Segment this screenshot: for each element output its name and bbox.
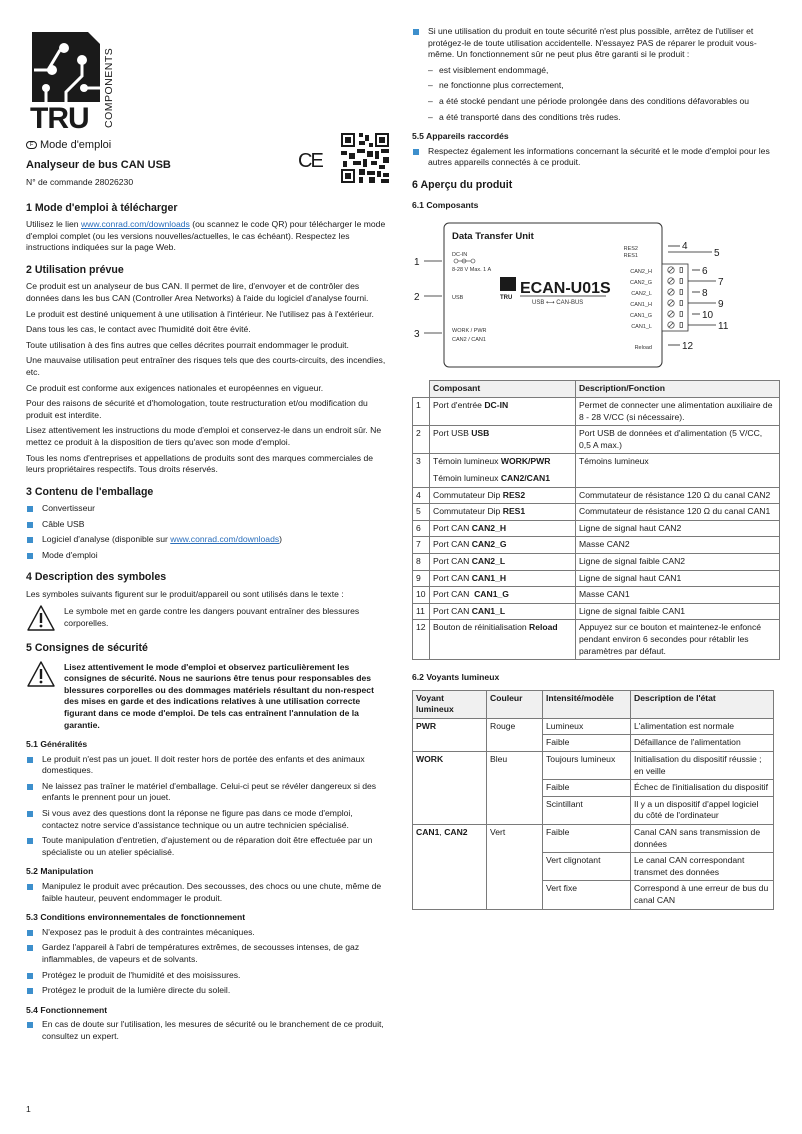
svg-text:12: 12 (682, 340, 694, 352)
table-row: Faible Échec de l'initialisation du dispositif (413, 780, 774, 797)
svg-text:CAN1_G: CAN1_G (629, 312, 652, 319)
svg-text:Reload: Reload (634, 344, 652, 351)
list-item: Logiciel d'analyse (disponible sur www.conrad.com/downloads) (26, 534, 388, 546)
table-row: 8 Port CAN CAN2_L Ligne de signal faible CAN2 (413, 553, 780, 570)
svg-text:11: 11 (718, 320, 729, 332)
svg-text:8-28 V Max. 1 A: 8-28 V Max. 1 A (452, 266, 492, 273)
column-header: Couleur (487, 690, 543, 718)
paragraph: Utilisez le lien www.conrad.com/downloads (ou scannez le code QR) pour télécharger le mode d'emploi complet (ou les versions nouvelles/actuelles, le cas échéant). Respectez les instructions indiquées sur la page Web. (26, 219, 386, 253)
svg-text:TRU: TRU (500, 294, 513, 301)
section-title: 3 Contenu de l'emballage (26, 485, 154, 498)
svg-text:DC-IN: DC-IN (452, 251, 468, 258)
table-row: 1 Port d'entrée DC-IN Permet de connecter une alimentation auxiliaire de 8 - 28 V/CC (si nécessaire). (413, 398, 780, 426)
svg-text:RES1: RES1 (623, 252, 638, 259)
svg-text:6: 6 (702, 265, 708, 277)
table-header-row (413, 690, 774, 718)
section-title: 1 Mode d'emploi à télécharger (26, 202, 178, 214)
product-diagram (412, 219, 780, 369)
leds-table (412, 690, 774, 910)
ce-mark-icon: CE (298, 150, 322, 172)
svg-text:RES2: RES2 (623, 245, 638, 252)
table-row: Scintillant Il y a un dispositif d'appel logiciel du côté de l'ordinateur (413, 796, 774, 824)
svg-text:CAN1_L: CAN1_L (631, 323, 652, 330)
table-row: 9 Port CAN CAN1_H Ligne de signal haut CAN1 (413, 570, 780, 587)
mode-line (26, 138, 388, 153)
list-item: En cas de doute sur l'utilisation, les mesures de sécurité ou le branchement de ce produit, consultez un expert. (26, 1019, 388, 1042)
section-title: 2 Utilisation prévue (26, 264, 124, 277)
section-intended-use (26, 263, 388, 476)
table-header-row (413, 381, 780, 398)
safety-warning-text: Lisez attentivement le mode d'emploi et observez particulièrement les consignes de sécurité. Nous ne saurions être tenus pour responsables des blessures corporelles ou des dommages matériels résultant du non-respect des mises en garde et des indications relatives à une utilisation correcte figurant dans ce mode d'emploi. De tels cas entraînent l'annulation de la garantie. (64, 661, 374, 730)
dash-item: – ne fonctionne plus correctement, (428, 80, 780, 92)
subsection-title: 5.4 Fonctionnement (26, 1004, 108, 1015)
column-header: Composant (430, 381, 576, 398)
left-column (26, 192, 388, 1047)
paragraph: Pour des raisons de sécurité et d'homologation, toute restructuration et/ou modification du produit est interdite. (26, 398, 368, 420)
warning-triangle-icon (26, 604, 56, 632)
subsection-title: 5.2 Manipulation (26, 866, 94, 877)
table-row: 6 Port CAN CAN2_H Ligne de signal haut CAN2 (413, 520, 780, 537)
svg-text:10: 10 (702, 309, 714, 321)
table-row: Vert clignotant Le canal CAN correspondant transmet des données (413, 853, 774, 881)
svg-text:COMPONENTS: COMPONENTS (103, 47, 115, 128)
svg-text:2: 2 (414, 291, 420, 303)
subsection-title: 6.2 Voyants lumineux (412, 672, 500, 683)
svg-text:9: 9 (718, 298, 724, 310)
list-item: Protégez le produit de l'humidité et des moisissures. (26, 970, 388, 982)
list-item: N'exposez pas le produit à des contraintes mécaniques. (26, 927, 388, 939)
dash-item: – a été stocké pendant une période prolongée dans des conditions défavorables ou (428, 96, 780, 108)
svg-text:CAN2_H: CAN2_H (630, 268, 652, 275)
document-header (26, 138, 388, 188)
svg-text:8: 8 (702, 287, 708, 299)
section-download (26, 201, 388, 254)
downloads-link[interactable]: www.conrad.com/downloads (170, 534, 280, 545)
list-item: Le produit n'est pas un jouet. Il doit rester hors de portée des enfants et des animaux domestiques. (26, 754, 388, 777)
safety-warning-row (26, 660, 388, 732)
paragraph: Dans tous les cas, le contact avec l'humidité doit être évité. (26, 324, 251, 335)
warning-triangle-icon (26, 660, 56, 688)
svg-text:7: 7 (718, 276, 724, 288)
paragraph: Lisez attentivement les instructions du mode d'emploi et conservez-le dans un endroit sûr. Ne mettez ce produit à la disposition de tiers qu'avec son mode d'emploi. (26, 425, 382, 447)
subsection-title: 5.1 Généralités (26, 739, 88, 750)
product-title: Analyseur de bus CAN USB (26, 158, 171, 171)
section-symbols (26, 570, 388, 632)
svg-text:Data Transfer Unit: Data Transfer Unit (452, 230, 534, 242)
right-column (412, 26, 780, 910)
list-item: Toute manipulation d'entretien, d'ajustement ou de réparation doit être effectuée par un spécialiste ou un atelier spécialisé. (26, 835, 388, 858)
downloads-link[interactable]: www.conrad.com/downloads (80, 219, 190, 230)
dash-item: – a été transporté dans des conditions très rudes. (428, 112, 780, 124)
section-package-contents (26, 485, 388, 562)
column-header: Intensité/modèle (543, 690, 631, 718)
paragraph: Ce produit est conforme aux exigences nationales et européennes en vigueur. (26, 382, 324, 393)
section-title: 4 Description des symboles (26, 571, 167, 584)
order-number: N° de commande 28026230 (26, 176, 134, 187)
paragraph: Une mauvaise utilisation peut entraîner des risques tels que des courts-circuits, des incendies, etc. (26, 355, 386, 377)
column-header: Description/Fonction (576, 381, 780, 398)
list-item: Si vous avez des questions dont la réponse ne figure pas dans ce mode d'emploi, contactez notre service d'assistance technique ou un autre technicien spécialisé. (26, 808, 388, 831)
warning-description: Le symbole met en garde contre les dangers pouvant entraîner des blessures corporelles. (64, 606, 360, 628)
mode-label: Mode d'emploi (40, 139, 112, 151)
warning-symbol-row (26, 604, 388, 632)
list-item: Si une utilisation du produit en toute sécurité n'est plus possible, arrêtez de l'utiliser et protégez-le de toute utilisation accidentelle. N'essayez PAS de réparer le produit vous-même. Un fonctionnement sûr ne peut plus être garanti si le produit : (412, 26, 780, 61)
svg-text:4: 4 (682, 240, 688, 252)
list-item: Mode d'emploi (26, 550, 388, 562)
list-item: Câble USB (26, 519, 388, 531)
section-safety (26, 641, 388, 1042)
table-row: 4 Commutateur Dip RES2 Commutateur de résistance 120 Ω du canal CAN2 (413, 487, 780, 504)
table-row: Faible Défaillance de l'alimentation (413, 735, 774, 752)
page-number: 1 (26, 1104, 31, 1114)
svg-text:ECAN-U01S: ECAN-U01S (520, 279, 611, 297)
column-header: Voyant lumineux (413, 690, 487, 718)
svg-text:1: 1 (414, 256, 420, 268)
column-header: Description de l'état (631, 690, 774, 718)
table-row: CAN1, CAN2 Vert Faible Canal CAN sans transmission de données (413, 825, 774, 853)
table-row: 7 Port CAN CAN2_G Masse CAN2 (413, 537, 780, 554)
subsection-title: 6.1 Composants (412, 200, 479, 211)
paragraph: Tous les noms d'entreprises et appellations de produits sont des marques commerciales de leurs propriétaires respectifs. Tous droits réservés. (26, 452, 374, 475)
paragraph: Le produit est destiné uniquement à une utilisation à l'intérieur. Ne l'utilisez pas à l'extérieur. (26, 308, 374, 319)
table-row: PWR Rouge Lumineux L'alimentation est normale (413, 718, 774, 735)
list-item: Manipulez le produit avec précaution. Des secousses, des chocs ou une chute, même de faible hauteur, peuvent endommager le produit. (26, 881, 388, 904)
table-row: 2 Port USB USB Port USB de données et d'alimentation (5 V/CC, 0,5 A max.) (413, 426, 780, 454)
svg-text:CAN2_L: CAN2_L (631, 290, 652, 297)
tru-components-logo (30, 30, 116, 132)
svg-text:3: 3 (414, 328, 420, 340)
svg-text:TRU: TRU (30, 102, 89, 132)
table-row: Vert fixe Correspond à une erreur de bus du canal CAN (413, 881, 774, 909)
components-table (412, 380, 780, 660)
table-row: 10 Port CAN CAN1_G Masse CAN1 (413, 587, 780, 604)
list-item: Gardez l'appareil à l'abri de températures extrêmes, de secousses intenses, de gaz inflammables, de vapeurs et de solvants. (26, 942, 388, 965)
section-title: 5 Consignes de sécurité (26, 642, 148, 655)
table-row: 5 Commutateur Dip RES1 Commutateur de résistance 120 Ω du canal CAN1 (413, 504, 780, 521)
subsection-title: 5.5 Appareils raccordés (412, 131, 509, 142)
section-title: 6 Aperçu du produit (412, 178, 513, 191)
list-item: Respectez également les informations concernant la sécurité et le mode d'emploi pour les autres appareils connectés à ce produit. (412, 146, 780, 169)
table-row: 11 Port CAN CAN1_L Ligne de signal faible CAN1 (413, 603, 780, 620)
paragraph: Toute utilisation à des fins autres que celles décrites pourrait endommager le produit. (26, 339, 349, 350)
table-row: 12 Bouton de réinitialisation Reload Appuyez sur ce bouton et maintenez-le enfoncé pendant environ 6 secondes pour rétablir les paramètres par défaut. (413, 620, 780, 660)
svg-text:5: 5 (714, 247, 720, 259)
qr-code-icon[interactable] (341, 133, 389, 183)
svg-text:USB: USB (452, 294, 464, 301)
list-item: Convertisseur (26, 503, 388, 515)
svg-text:USB ⟷ CAN-BUS: USB ⟷ CAN-BUS (532, 299, 584, 306)
table-row: WORK Bleu Toujours lumineux Initialisation du dispositif réussie ; en veille (413, 752, 774, 780)
svg-text:CAN2 / CAN1: CAN2 / CAN1 (452, 336, 486, 343)
svg-text:CAN1_H: CAN1_H (630, 301, 652, 308)
svg-text:WORK / PWR: WORK / PWR (452, 327, 487, 334)
dash-item: – est visiblement endommagé, (428, 65, 780, 77)
subsection-title: 5.3 Conditions environnementales de fonctionnement (26, 912, 246, 923)
svg-text:CAN2_G: CAN2_G (629, 279, 652, 286)
language-f-icon: F (26, 141, 37, 149)
paragraph: Les symboles suivants figurent sur le produit/appareil ou sont utilisés dans le texte : (26, 588, 344, 599)
list-item: Protégez le produit de la lumière directe du soleil. (26, 985, 388, 997)
table-row: 3 Témoin lumineux WORK/PWR Témoin lumineux CAN2/CAN1 Témoins lumineux (413, 454, 780, 487)
list-item: Ne laissez pas traîner le matériel d'emballage. Celui-ci peut se révéler dangereux si des enfants le prennent pour un jouet. (26, 781, 388, 804)
paragraph: Ce produit est un analyseur de bus CAN. Il permet de lire, d'envoyer et de contrôler des données dans les bus CAN (Controller Area Networks) à l'aide du logiciel d'analyse fourni. (26, 281, 369, 303)
